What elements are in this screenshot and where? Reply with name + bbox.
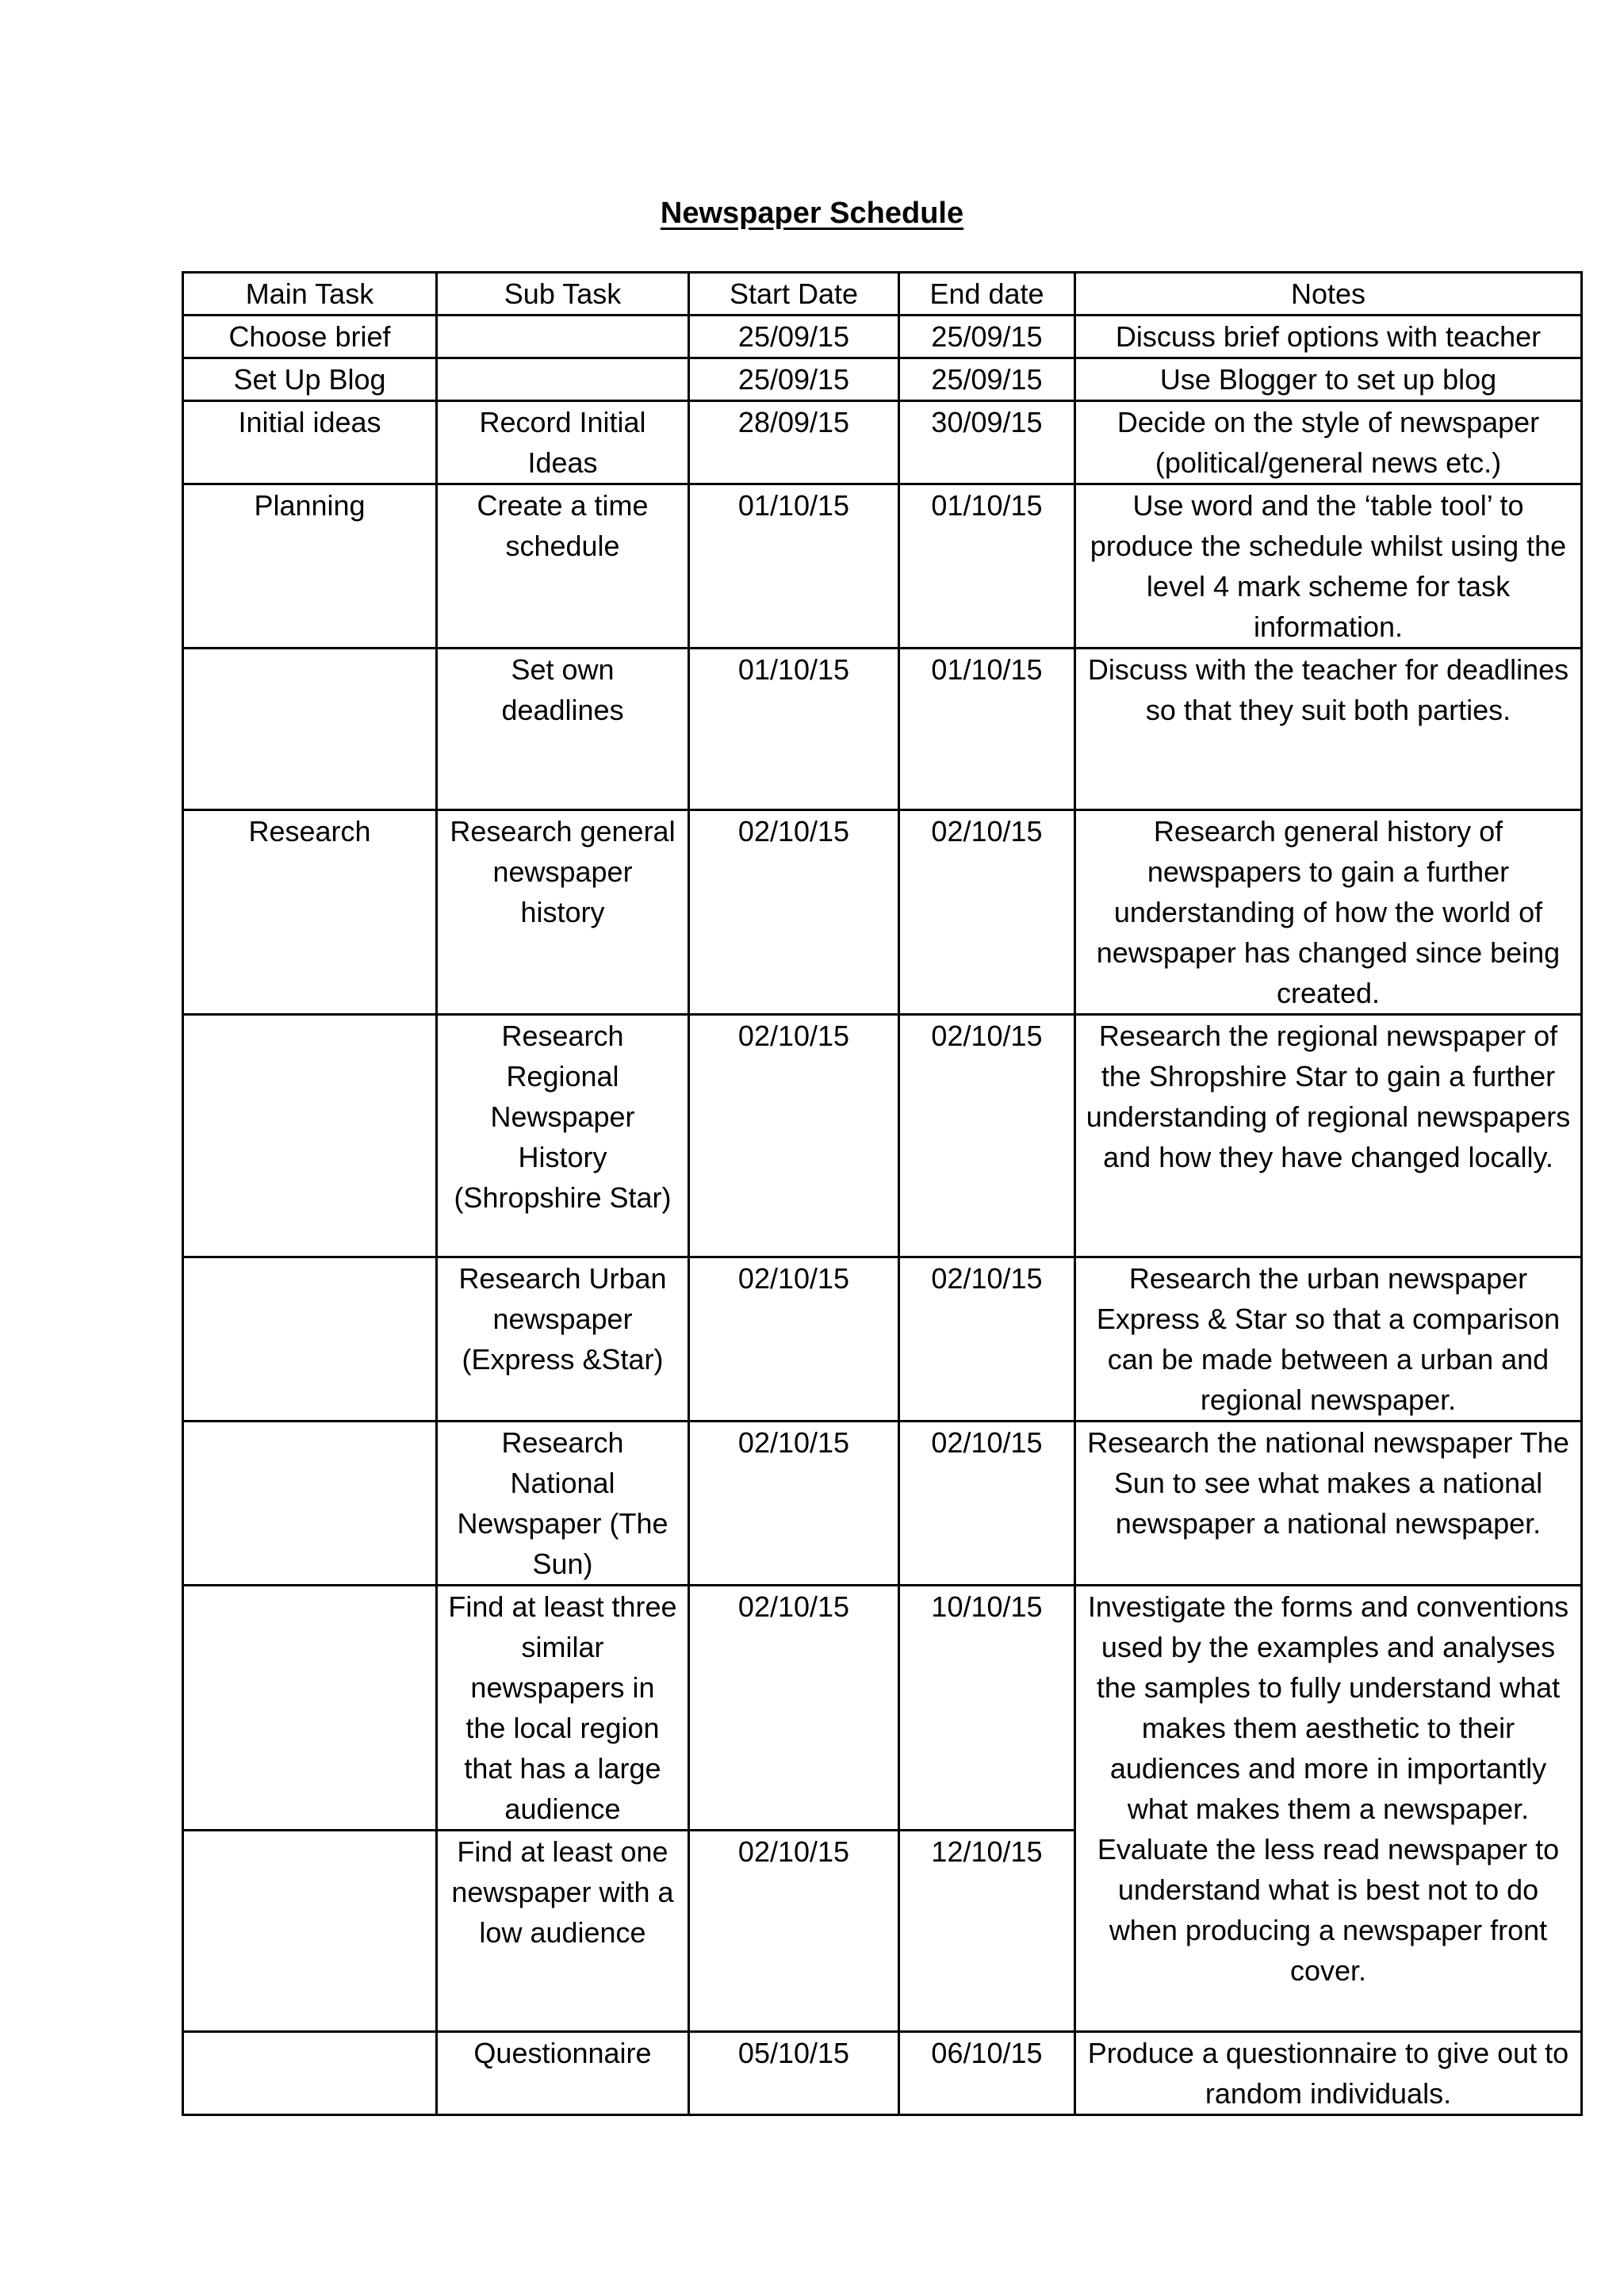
sub-task-cell: Record Initial Ideas <box>437 401 689 484</box>
notes-cell: Use Blogger to set up blog <box>1075 358 1582 401</box>
end-date-cell: 02/10/15 <box>899 1257 1075 1422</box>
table-row <box>183 1015 1582 1257</box>
start-date-cell: 28/09/15 <box>689 401 899 484</box>
header-notes: Notes <box>1075 273 1582 316</box>
notes-cell: Research the national newspaper The Sun to see what makes a national newspaper a national newspaper. <box>1075 1422 1582 1586</box>
notes-cell: Use word and the ‘table tool’ to produce the schedule whilst using the level 4 mark scheme for task information. <box>1075 484 1582 649</box>
table-row <box>183 810 1582 1015</box>
end-date-cell: 06/10/15 <box>899 2032 1075 2115</box>
main-task-cell: Choose brief <box>183 316 437 358</box>
end-date-cell: 01/10/15 <box>899 649 1075 810</box>
notes-cell: Discuss with the teacher for deadlines so that they suit both parties. <box>1075 649 1582 810</box>
main-task-cell: Research <box>183 810 437 1015</box>
header-sub-task: Sub Task <box>437 273 689 316</box>
notes-cell: Research general history of newspapers to gain a further understanding of how the world of newspaper has changed since being created. <box>1075 810 1582 1015</box>
start-date-cell: 01/10/15 <box>689 649 899 810</box>
sub-task-cell <box>437 358 689 401</box>
sub-task-cell: Find at least one newspaper with a low audience <box>437 1831 689 2032</box>
table-row <box>183 2032 1582 2115</box>
table-header-row <box>183 273 1582 316</box>
table-row <box>183 1257 1582 1422</box>
main-task-cell <box>183 1586 437 1831</box>
start-date-cell: 02/10/15 <box>689 1831 899 2032</box>
main-task-cell <box>183 1831 437 2032</box>
end-date-cell: 30/09/15 <box>899 401 1075 484</box>
sub-task-cell: Research Urban newspaper (Express &Star) <box>437 1257 689 1422</box>
notes-cell: Research the regional newspaper of the Shropshire Star to gain a further understanding of regional newspapers and how they have changed locally. <box>1075 1015 1582 1257</box>
table-row <box>183 649 1582 810</box>
sub-task-cell: Research Regional Newspaper History (Shropshire Star) <box>437 1015 689 1257</box>
start-date-cell: 01/10/15 <box>689 484 899 649</box>
table-row <box>183 1422 1582 1586</box>
table-row <box>183 401 1582 484</box>
page-title: Newspaper Schedule <box>660 197 964 230</box>
main-task-cell: Planning <box>183 484 437 649</box>
end-date-cell: 10/10/15 <box>899 1586 1075 1831</box>
sub-task-cell: Research general newspaper history <box>437 810 689 1015</box>
start-date-cell: 02/10/15 <box>689 1257 899 1422</box>
sub-task-cell: Set own deadlines <box>437 649 689 810</box>
schedule-table <box>182 271 1583 2116</box>
notes-cell: Decide on the style of newspaper (political/general news etc.) <box>1075 401 1582 484</box>
main-task-cell <box>183 1015 437 1257</box>
notes-cell: Discuss brief options with teacher <box>1075 316 1582 358</box>
sub-task-cell <box>437 316 689 358</box>
main-task-cell <box>183 649 437 810</box>
table-row <box>183 316 1582 358</box>
start-date-cell: 02/10/15 <box>689 1586 899 1831</box>
main-task-cell <box>183 1257 437 1422</box>
main-task-cell <box>183 1422 437 1586</box>
end-date-cell: 12/10/15 <box>899 1831 1075 2032</box>
start-date-cell: 25/09/15 <box>689 358 899 401</box>
main-task-cell: Initial ideas <box>183 401 437 484</box>
end-date-cell: 02/10/15 <box>899 1015 1075 1257</box>
end-date-cell: 01/10/15 <box>899 484 1075 649</box>
table-row <box>183 1586 1582 1831</box>
start-date-cell: 02/10/15 <box>689 1015 899 1257</box>
end-date-cell: 25/09/15 <box>899 358 1075 401</box>
notes-cell: Produce a questionnaire to give out to random individuals. <box>1075 2032 1582 2115</box>
header-end-date: End date <box>899 273 1075 316</box>
end-date-cell: 02/10/15 <box>899 1422 1075 1586</box>
notes-cell: Investigate the forms and conventions used by the examples and analyses the samples to fully understand what makes them aesthetic to their audiences and more in importantly what makes them a newspaper. Evaluate the less read newspaper to understand what is best not to do when producing a newspaper front cover. <box>1075 1586 1582 2032</box>
end-date-cell: 25/09/15 <box>899 316 1075 358</box>
sub-task-cell: Create a time schedule <box>437 484 689 649</box>
sub-task-cell: Research National Newspaper (The Sun) <box>437 1422 689 1586</box>
start-date-cell: 02/10/15 <box>689 1422 899 1586</box>
end-date-cell: 02/10/15 <box>899 810 1075 1015</box>
table-row <box>183 484 1582 649</box>
start-date-cell: 25/09/15 <box>689 316 899 358</box>
notes-cell: Research the urban newspaper Express & Star so that a comparison can be made between a urban and regional newspaper. <box>1075 1257 1582 1422</box>
sub-task-cell: Find at least three similar newspapers in the local region that has a large audience <box>437 1586 689 1831</box>
table-row <box>183 358 1582 401</box>
start-date-cell: 05/10/15 <box>689 2032 899 2115</box>
header-main-task: Main Task <box>183 273 437 316</box>
main-task-cell: Set Up Blog <box>183 358 437 401</box>
header-start-date: Start Date <box>689 273 899 316</box>
start-date-cell: 02/10/15 <box>689 810 899 1015</box>
sub-task-cell: Questionnaire <box>437 2032 689 2115</box>
main-task-cell <box>183 2032 437 2115</box>
